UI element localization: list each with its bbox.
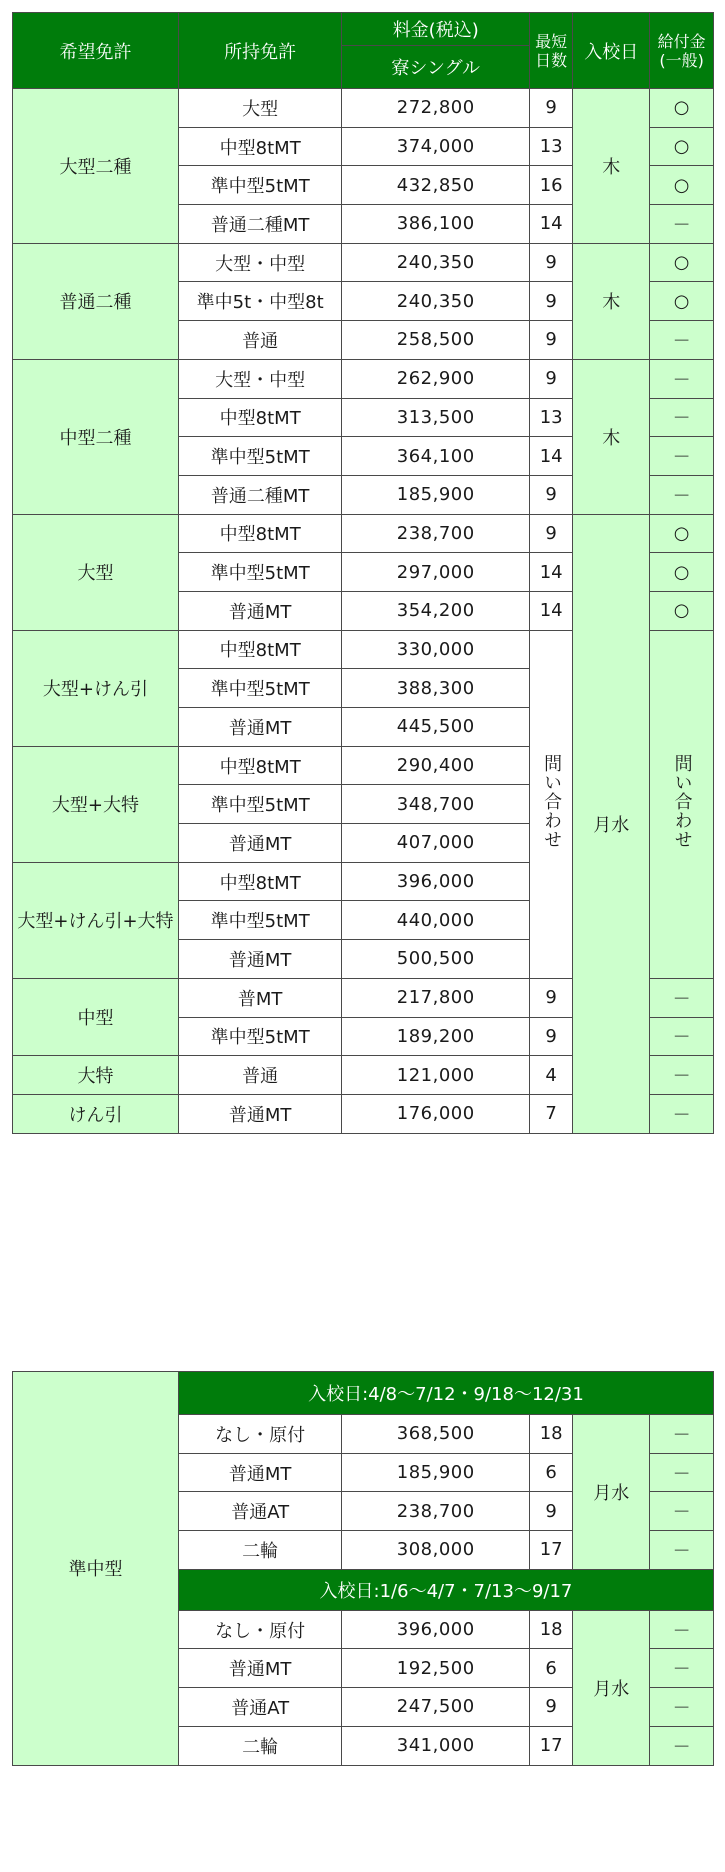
min-days-cell: 13 (530, 398, 573, 437)
fee-cell: 185,900 (342, 475, 530, 514)
held-license-cell: なし・原付 (178, 1610, 342, 1649)
benefit-cell: ○ (650, 282, 714, 321)
benefit-cell: － (650, 1094, 714, 1133)
min-days-cell: 9 (530, 475, 573, 514)
wanted-license-cell: 大型+大特 (13, 746, 179, 862)
table-row (13, 243, 714, 282)
fee-cell: 386,100 (342, 205, 530, 244)
min-days-cell: 7 (530, 1094, 573, 1133)
held-license-cell: 準中型5tMT (178, 785, 342, 824)
benefit-cell: ○ (650, 89, 714, 128)
benefit-cell: － (650, 1531, 714, 1570)
fee-cell: 258,500 (342, 321, 530, 360)
min-days-cell: 6 (530, 1453, 573, 1492)
fee-cell: 240,350 (342, 243, 530, 282)
fee-cell: 240,350 (342, 282, 530, 321)
entry-day-cell: 木 (573, 359, 650, 514)
benefit-inquire-cell (650, 630, 714, 978)
min-days-cell: 9 (530, 282, 573, 321)
benefit-cell: － (650, 1453, 714, 1492)
benefit-cell: ○ (650, 591, 714, 630)
fee-cell: 440,000 (342, 901, 530, 940)
fee-cell: 238,700 (342, 1492, 530, 1531)
min-days-cell: 9 (530, 1688, 573, 1727)
header-fee-sub: 寮シングル (342, 46, 530, 89)
wanted-license-cell: けん引 (13, 1094, 179, 1133)
entry-day-cell: 月水 (573, 1610, 650, 1765)
entry-day-cell: 木 (573, 243, 650, 359)
header-min-days: 最短日数 (530, 13, 573, 89)
held-license-cell: 普通AT (178, 1688, 342, 1727)
held-license-cell: 普通二種MT (178, 205, 342, 244)
held-license-cell: 普通MT (178, 1649, 342, 1688)
benefit-cell: － (650, 475, 714, 514)
header-entry-day: 入校日 (573, 13, 650, 89)
benefit-cell: － (650, 1415, 714, 1454)
held-license-cell: 準中型5tMT (178, 553, 342, 592)
entry-day-cell: 月水 (573, 1415, 650, 1570)
min-days-cell: 9 (530, 321, 573, 360)
benefit-cell: ○ (650, 127, 714, 166)
benefit-cell: － (650, 1649, 714, 1688)
header-wanted-license: 希望免許 (13, 13, 179, 89)
fee-cell: 388,300 (342, 669, 530, 708)
held-license-cell: 普通MT (178, 1453, 342, 1492)
benefit-cell: － (650, 398, 714, 437)
min-days-cell: 14 (530, 553, 573, 592)
held-license-cell: 普通 (178, 321, 342, 360)
fee-cell: 238,700 (342, 514, 530, 553)
benefit-cell: － (650, 1610, 714, 1649)
inquire-text: 問い合わせ (671, 754, 693, 850)
fee-cell: 121,000 (342, 1056, 530, 1095)
fee-cell: 445,500 (342, 708, 530, 747)
benefit-cell: ○ (650, 553, 714, 592)
fee-cell: 297,000 (342, 553, 530, 592)
min-days-cell: 17 (530, 1726, 573, 1765)
min-days-cell: 14 (530, 205, 573, 244)
held-license-cell: 準中型5tMT (178, 166, 342, 205)
table-row (13, 89, 714, 128)
entry-day-cell: 木 (573, 89, 650, 244)
fee-cell: 262,900 (342, 359, 530, 398)
min-days-cell: 9 (530, 978, 573, 1017)
held-license-cell: 大型 (178, 89, 342, 128)
min-days-cell: 14 (530, 591, 573, 630)
fee-cell: 396,000 (342, 1610, 530, 1649)
fee-cell: 374,000 (342, 127, 530, 166)
min-days-cell: 18 (530, 1415, 573, 1454)
period-label: 入校日:1/6～4/7・7/13～9/17 (178, 1569, 713, 1610)
benefit-cell: － (650, 978, 714, 1017)
benefit-cell: － (650, 321, 714, 360)
min-days-cell: 9 (530, 1492, 573, 1531)
benefit-cell: ○ (650, 243, 714, 282)
table-row (13, 359, 714, 398)
min-days-cell: 16 (530, 166, 573, 205)
fee-cell: 313,500 (342, 398, 530, 437)
held-license-cell: 準中型5tMT (178, 437, 342, 476)
held-license-cell: 普通MT (178, 940, 342, 979)
benefit-cell: － (650, 437, 714, 476)
benefit-cell: ○ (650, 166, 714, 205)
held-license-cell: 普通MT (178, 1094, 342, 1133)
benefit-cell: － (650, 1056, 714, 1095)
period-header-row (13, 1372, 714, 1415)
wanted-license-cell: 大型 (13, 514, 179, 630)
held-license-cell: 準中型5tMT (178, 669, 342, 708)
min-days-cell: 14 (530, 437, 573, 476)
days-inquire-cell (530, 630, 573, 978)
held-license-cell: 普通MT (178, 824, 342, 863)
fee-cell: 272,800 (342, 89, 530, 128)
held-license-cell: なし・原付 (178, 1415, 342, 1454)
fee-cell: 185,900 (342, 1453, 530, 1492)
wanted-license-cell: 大型二種 (13, 89, 179, 244)
held-license-cell: 中型8tMT (178, 862, 342, 901)
benefit-cell: － (650, 1726, 714, 1765)
held-license-cell: 中型8tMT (178, 398, 342, 437)
fee-cell: 217,800 (342, 978, 530, 1017)
held-license-cell: 中型8tMT (178, 127, 342, 166)
held-license-cell: 普通MT (178, 708, 342, 747)
fee-cell: 189,200 (342, 1017, 530, 1056)
min-days-cell: 9 (530, 514, 573, 553)
held-license-cell: 普通二種MT (178, 475, 342, 514)
held-license-cell: 二輪 (178, 1531, 342, 1570)
wanted-license-cell: 普通二種 (13, 243, 179, 359)
fee-cell: 290,400 (342, 746, 530, 785)
wanted-license-cell: 大型+けん引 (13, 630, 179, 746)
held-license-cell: 中型8tMT (178, 746, 342, 785)
header-benefit: 給付金(一般) (650, 13, 714, 89)
fee-cell: 364,100 (342, 437, 530, 476)
header-fee: 料金(税込) (342, 13, 530, 46)
held-license-cell: 普通AT (178, 1492, 342, 1531)
header-held-license: 所持免許 (178, 13, 342, 89)
fee-cell: 348,700 (342, 785, 530, 824)
fee-table-main (12, 12, 714, 1134)
wanted-license-cell: 準中型 (13, 1372, 179, 1766)
fee-cell: 192,500 (342, 1649, 530, 1688)
fee-cell: 330,000 (342, 630, 530, 669)
min-days-cell: 18 (530, 1610, 573, 1649)
table-row (13, 514, 714, 553)
benefit-cell: ○ (650, 514, 714, 553)
held-license-cell: 準中型5tMT (178, 1017, 342, 1056)
fee-cell: 407,000 (342, 824, 530, 863)
min-days-cell: 6 (530, 1649, 573, 1688)
held-license-cell: 中型8tMT (178, 514, 342, 553)
held-license-cell: 普MT (178, 978, 342, 1017)
min-days-cell: 9 (530, 243, 573, 282)
benefit-cell: － (650, 359, 714, 398)
min-days-cell: 9 (530, 89, 573, 128)
inquire-text: 問い合わせ (541, 754, 563, 850)
period-label: 入校日:4/8～7/12・9/18～12/31 (178, 1372, 713, 1415)
wanted-license-cell: 中型二種 (13, 359, 179, 514)
fee-cell: 354,200 (342, 591, 530, 630)
held-license-cell: 普通MT (178, 591, 342, 630)
held-license-cell: 普通 (178, 1056, 342, 1095)
held-license-cell: 中型8tMT (178, 630, 342, 669)
benefit-cell: － (650, 205, 714, 244)
min-days-cell: 13 (530, 127, 573, 166)
wanted-license-cell: 中型 (13, 978, 179, 1055)
entry-day-cell: 月水 (573, 514, 650, 1133)
held-license-cell: 準中型5tMT (178, 901, 342, 940)
fee-table-junchu (12, 1371, 714, 1766)
fee-cell: 500,500 (342, 940, 530, 979)
benefit-cell: － (650, 1492, 714, 1531)
fee-cell: 176,000 (342, 1094, 530, 1133)
fee-cell: 308,000 (342, 1531, 530, 1570)
min-days-cell: 9 (530, 359, 573, 398)
held-license-cell: 二輪 (178, 1726, 342, 1765)
wanted-license-cell: 大型+けん引+大特 (13, 862, 179, 978)
benefit-cell: － (650, 1688, 714, 1727)
fee-cell: 368,500 (342, 1415, 530, 1454)
min-days-cell: 17 (530, 1531, 573, 1570)
held-license-cell: 大型・中型 (178, 359, 342, 398)
wanted-license-cell: 大特 (13, 1056, 179, 1095)
held-license-cell: 大型・中型 (178, 243, 342, 282)
fee-cell: 341,000 (342, 1726, 530, 1765)
fee-cell: 396,000 (342, 862, 530, 901)
min-days-cell: 4 (530, 1056, 573, 1095)
fee-cell: 432,850 (342, 166, 530, 205)
fee-cell: 247,500 (342, 1688, 530, 1727)
benefit-cell: － (650, 1017, 714, 1056)
held-license-cell: 準中5t・中型8t (178, 282, 342, 321)
min-days-cell: 9 (530, 1017, 573, 1056)
